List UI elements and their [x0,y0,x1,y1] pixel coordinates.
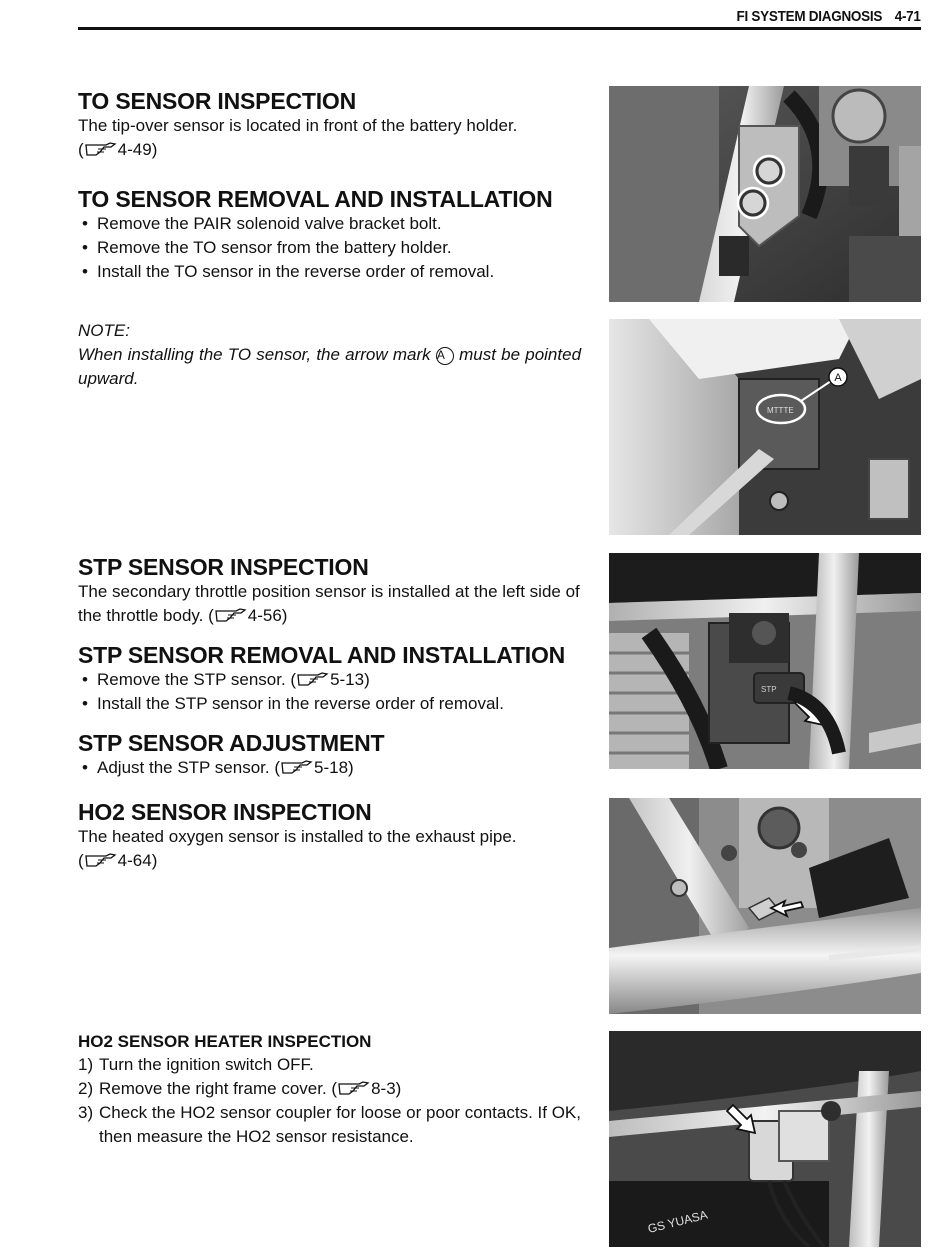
figure-label-a: A [834,372,842,384]
stp-sensor-adjustment-section [78,730,581,780]
ho2-sensor-inspection-section [78,799,581,873]
page-number: 4-71 [895,8,921,25]
section-title: TO SENSOR REMOVAL AND INSTALLATION [78,186,553,212]
step-item: 1) Turn the ignition switch OFF. [78,1055,314,1074]
battery-brand-text: GS YUASA [646,1207,710,1236]
to-sensor-removal-section [78,186,581,284]
photo-ho2-sensor [609,798,921,1014]
reference-page: 8-3) [371,1079,402,1098]
step-item: 3) Check the HO2 sensor coupler for loose or poor contacts. If OK, then measure the HO2 sensor resistance. [78,1103,581,1146]
reference-hand-icon [296,668,330,692]
stp-marking-text: STP [761,685,777,694]
header-title [737,8,921,25]
mark-a-symbol: A [436,347,454,365]
photo-ho2-coupler-battery [609,1031,921,1247]
to-sensor-inspection-section [78,88,581,162]
reference-page: 4-64) [117,851,158,870]
reference-hand-icon [214,604,248,628]
list-item: • Remove the STP sensor. ( 5-13) [78,668,581,692]
list-item: • Install the STP sensor in the reverse order of removal. [78,692,581,716]
bullet-list [78,212,581,284]
reference-page: 5-13) [330,670,370,689]
bullet-list [78,756,581,780]
reference-hand-icon [280,756,314,780]
section-text: The heated oxygen sensor is installed to the exhaust pipe. ( 4-64) [78,825,581,873]
list-item: • Install the TO sensor in the reverse order of removal. [78,260,581,284]
photo-to-sensor-bracket [609,86,921,302]
subsection-title: HO2 SENSOR HEATER INSPECTION [78,1032,372,1051]
section-title: STP SENSOR REMOVAL AND INSTALLATION [78,642,566,668]
reference-hand-icon [337,1077,371,1101]
chapter-title: FI SYSTEM DIAGNOSIS [736,8,883,25]
step-list [78,1053,581,1149]
section-title: STP SENSOR ADJUSTMENT [78,730,385,756]
stp-sensor-inspection-section [78,554,581,628]
note-label: NOTE: [78,321,130,340]
reference-hand-icon [84,138,118,162]
list-item: • Remove the TO sensor from the battery holder. [78,236,581,260]
section-text: The tip-over sensor is located in front of the battery holder. ( 4-49) [78,114,581,162]
section-title: STP SENSOR INSPECTION [78,554,369,580]
section-title: TO SENSOR INSPECTION [78,88,357,114]
reference-page: 4-49) [117,140,158,159]
list-item: • Adjust the STP sensor. ( 5-18) [78,756,581,780]
photo-to-sensor-arrow-mark [609,319,921,535]
reference-hand-icon [84,849,118,873]
page-header [78,4,921,30]
note-text: When installing the TO sensor, the arrow mark A must be pointed upward. [78,345,582,388]
note-block [78,319,581,391]
stp-sensor-removal-section [78,642,581,716]
photo-stp-sensor [609,553,921,769]
section-text: The secondary throttle position sensor is installed at the left side of the throttle body. ( 4-56) [78,580,581,628]
section-title: HO2 SENSOR INSPECTION [78,799,372,825]
ho2-heater-inspection-section [78,1031,581,1149]
bullet-list [78,668,581,716]
step-item: 2) Remove the right frame cover. ( 8-3) [78,1077,581,1101]
reference-page: 5-18) [314,758,354,777]
reference-page: 4-56) [247,606,288,625]
list-item: • Remove the PAIR solenoid valve bracket bolt. [78,212,581,236]
sensor-marking-text: MTTTE [767,406,794,415]
